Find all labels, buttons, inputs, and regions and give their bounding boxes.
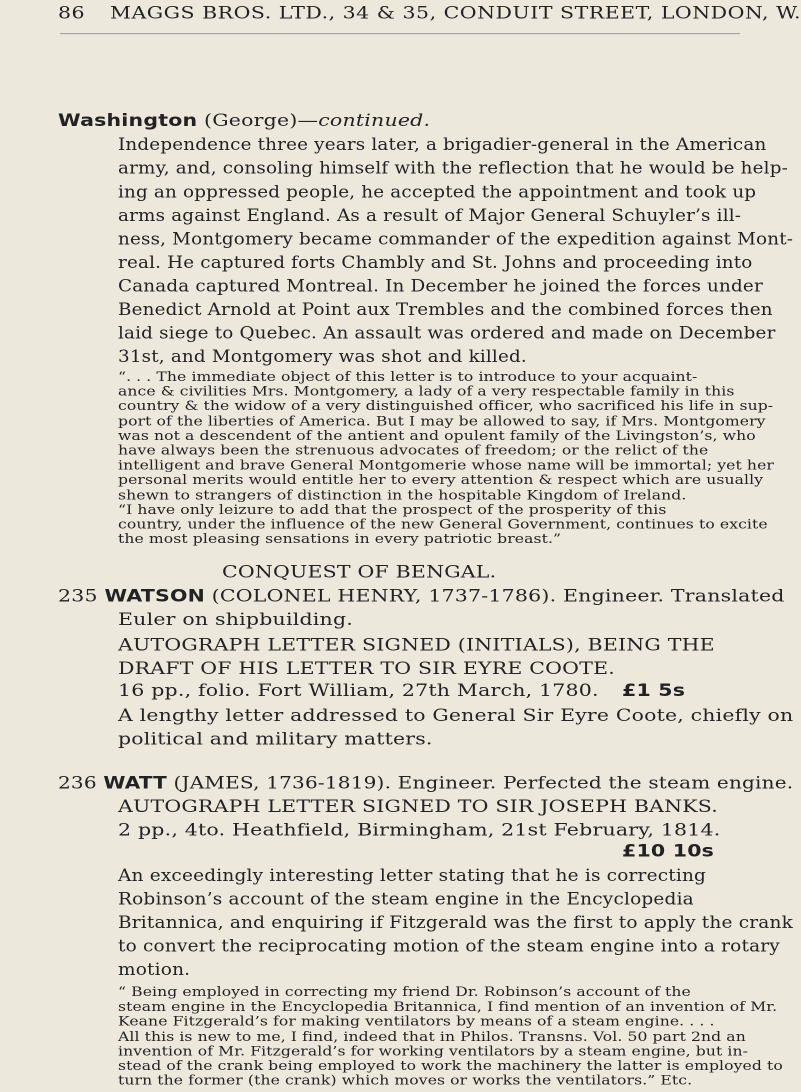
body-line: ing an oppressed people, he accepted the appointment and took up xyxy=(118,181,757,202)
entry-heading-washington xyxy=(58,110,430,129)
body-line: 31st, and Montgomery was shot and killed. xyxy=(118,346,527,367)
quote-line: port of the liberties of America. But I may be allowed to say, if Mrs. Montgomery xyxy=(118,413,766,429)
title-line: DRAFT OF HIS LETTER TO SIR EYRE COOTE. xyxy=(118,658,615,678)
quote-line: stead of the crank being employed to work the machinery the latter is employed to xyxy=(118,1058,783,1074)
quote-line: “ Being employed in correcting my friend Dr. Robinson’s account of the xyxy=(118,984,691,1000)
quote-line: ance & civilities Mrs. Montgomery, a lady of a very respectable family in this xyxy=(118,384,735,399)
body-line: laid siege to Quebec. An assault was ordered and made on December xyxy=(118,323,776,343)
quote-line: steam engine in the Encyclopedia Britannica, I find mention of an invention of Mr. xyxy=(118,999,778,1015)
lot-number: 236 xyxy=(58,772,97,793)
entry-name: WATT xyxy=(103,772,167,793)
entry-235-heading xyxy=(58,586,785,605)
entry-236-details: 2 pp., 4to. Heathfield, Birmingham, 21st February, 1814. xyxy=(118,820,721,840)
body-line: Independence three years later, a brigadier-general in the American xyxy=(118,134,767,155)
entry-235-details: 16 pp., folio. Fort William, 27th March, 1780. xyxy=(118,680,599,700)
entry-235-desc xyxy=(118,704,793,751)
quote-line: the most pleasing sensations in every patriotic breast.” xyxy=(118,531,562,547)
entry-236-price: £10 10s xyxy=(622,841,715,861)
entry-name: WATSON xyxy=(104,586,205,606)
entry-line-rest: (JAMES, 1736-1819). Engineer. Perfected the steam engine. xyxy=(166,772,794,793)
quote-line: “I have only leizure to add that the prospect of the prosperity of this xyxy=(118,502,667,518)
title-line: AUTOGRAPH LETTER SIGNED (INITIALS), BEING THE xyxy=(118,634,715,655)
quote-line: have always been the strenuous advocates of freedom; or the relict of the xyxy=(118,443,709,458)
desc-line: A lengthy letter addressed to General Sir Eyre Coote, chiefly on xyxy=(118,705,794,726)
quote-line: country, under the influence of the new General Government, continues to excite xyxy=(118,517,768,532)
desc-line: Robinson’s account of the steam engine in the Encyclopedia xyxy=(118,889,694,909)
entry-235-title xyxy=(118,633,715,680)
entry-name: Washington xyxy=(58,110,198,130)
washington-quote xyxy=(118,369,774,546)
continued-label: continued. xyxy=(318,110,431,130)
body-line: Benedict Arnold at Point aux Trembles and the combined forces then xyxy=(118,299,773,320)
body-line: Canada captured Montreal. In December he joined the forces under xyxy=(118,276,763,296)
header-title: MAGGS BROS. LTD., 34 & 35, CONDUIT STREET, LONDON, W. xyxy=(110,3,801,23)
quote-line: “. . . The immediate object of this letter is to introduce to your acquaint- xyxy=(118,369,698,385)
header-rule xyxy=(60,33,740,34)
quote-line: intelligent and brave General Montgomerie whose name will be immortal; yet her xyxy=(118,458,774,473)
section-heading: CONQUEST OF BENGAL. xyxy=(222,561,497,582)
running-header xyxy=(58,3,801,23)
entry-236-quote xyxy=(118,985,783,1088)
quote-line: All this is new to me, I find, indeed that in Philos. Transns. Vol. 50 part 2nd an xyxy=(118,1029,746,1044)
desc-line: Britannica, and enquiring if Fitzgerald was the first to apply the crank xyxy=(118,912,793,933)
entry-235-price: £1 5s xyxy=(622,680,686,700)
desc-line: political and military matters. xyxy=(118,729,433,749)
quote-line: turn the former (the crank) which moves or works the ventilators.” Etc. xyxy=(118,1073,693,1089)
page-number: 86 xyxy=(58,3,86,23)
body-line: real. He captured forts Chambly and St. Johns and proceeding into xyxy=(118,252,753,272)
entry-236-desc xyxy=(118,864,793,982)
desc-line: motion. xyxy=(118,959,191,980)
washington-body xyxy=(118,133,793,368)
entry-236-title: AUTOGRAPH LETTER SIGNED TO SIR JOSEPH BANKS. xyxy=(118,796,719,816)
lot-number: 235 xyxy=(58,586,98,606)
entry-line-rest: (COLONEL HENRY, 1737-1786). Engineer. Translated xyxy=(204,586,785,606)
quote-line: invention of Mr. Fitzgerald’s for working ventilators by a steam engine, but in- xyxy=(118,1043,749,1059)
quote-line: personal merits would entitle her to every attention & respect which are usually xyxy=(118,472,764,488)
desc-line: to convert the reciprocating motion of the steam engine into a rotary xyxy=(118,936,780,956)
entry-name-suffix: (George)— xyxy=(197,110,319,130)
quote-line: country & the widow of a very distinguished officer, who sacrificed his life in sup- xyxy=(118,398,774,414)
desc-line: An exceedingly interesting letter stating that he is correcting xyxy=(118,865,707,885)
quote-line: was not a descendent of the antient and opulent family of the Livingston’s, who xyxy=(118,428,756,444)
entry-235-line2: Euler on shipbuilding. xyxy=(118,609,353,630)
body-line: ness, Montgomery became commander of the expedition against Mont- xyxy=(118,228,794,249)
body-line: arms against England. As a result of Major General Schuyler’s ill- xyxy=(118,205,742,225)
quote-line: shewn to strangers of distinction in the hospitable Kingdom of Ireland. xyxy=(118,487,687,503)
entry-236-heading xyxy=(58,773,793,792)
quote-line: Keane Fitzgerald’s for making ventilators by means of a steam engine. . . . xyxy=(118,1014,715,1030)
body-line: army, and, consoling himself with the reflection that he would be help- xyxy=(118,158,789,178)
